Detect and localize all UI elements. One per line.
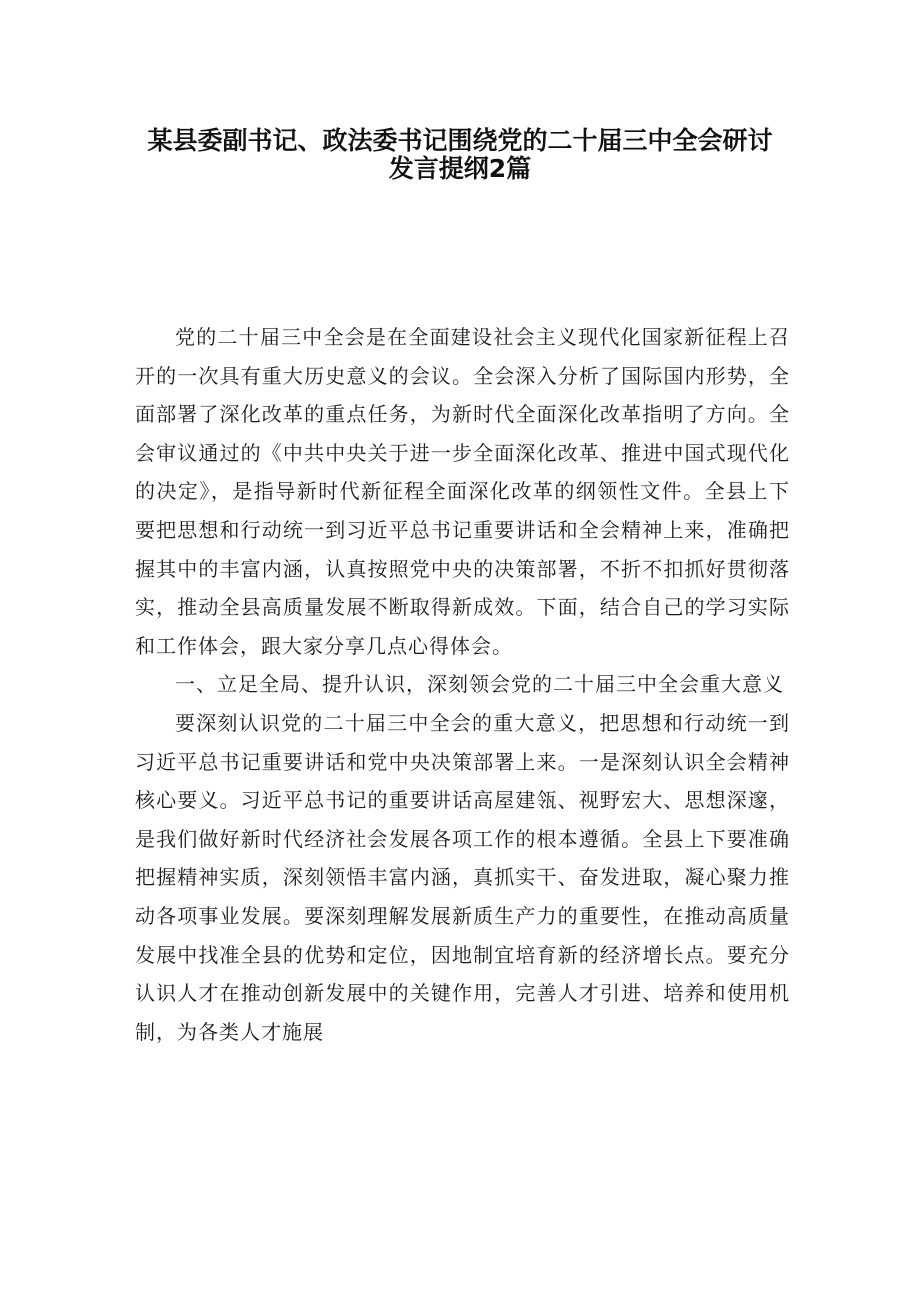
section-heading-1: 一、立足全局、提升认识，深刻领会党的二十届三中全会重大意义 [175,672,784,697]
document-body [135,318,790,1051]
intro-paragraph: 党的二十届三中全会是在全面建设社会主义现代化国家新征程上召开的一次具有重大历史意义的会议。全会深入分析了国际国内形势，全面部署了深化改革的重点任务，为新时代全面深化改革指明了方向。全会审议通过的《中共中央关于进一步全面深化改革、推进中国式现代化的决定》，是指导新时代新征程全面深化改革的纲领性文件。全县上下要把思想和行动统一到习近平总书记重要讲话和全会精神上来，准确把握其中的丰富内涵，认真按照党中央的决策部署，不折不扣抓好贯彻落实，推动全县高质量发展不断取得新成效。下面，结合自己的学习实际和工作体会，跟大家分享几点心得体会。 [135,325,790,658]
document-title-line-2: 发言提纲2篇 [388,154,532,183]
document-title-line-1: 某县委副书记、政法委书记围绕党的二十届三中全会研讨 [147,126,773,155]
section-paragraph-1: 要深刻认识党的二十届三中全会的重大意义，把思想和行动统一到习近平总书记重要讲话和党中央决策部署上来。一是深刻认识全会精神核心要义。习近平总书记的重要讲话高屋建瓴、视野宏大、思想深邃，是我们做好新时代经济社会发展各项工作的根本遵循。全县上下要准确把握精神实质，深刻领悟丰富内涵，真抓实干、奋发进取，凝心聚力推动各项事业发展。要深刻理解发展新质生产力的重要性，在推动高质量发展中找准全县的优势和定位，因地制宜培育新的经济增长点。要充分认识人才在推动创新发展中的关键作用，完善人才引进、培养和使用机制，为各类人才施展 [135,710,790,1044]
